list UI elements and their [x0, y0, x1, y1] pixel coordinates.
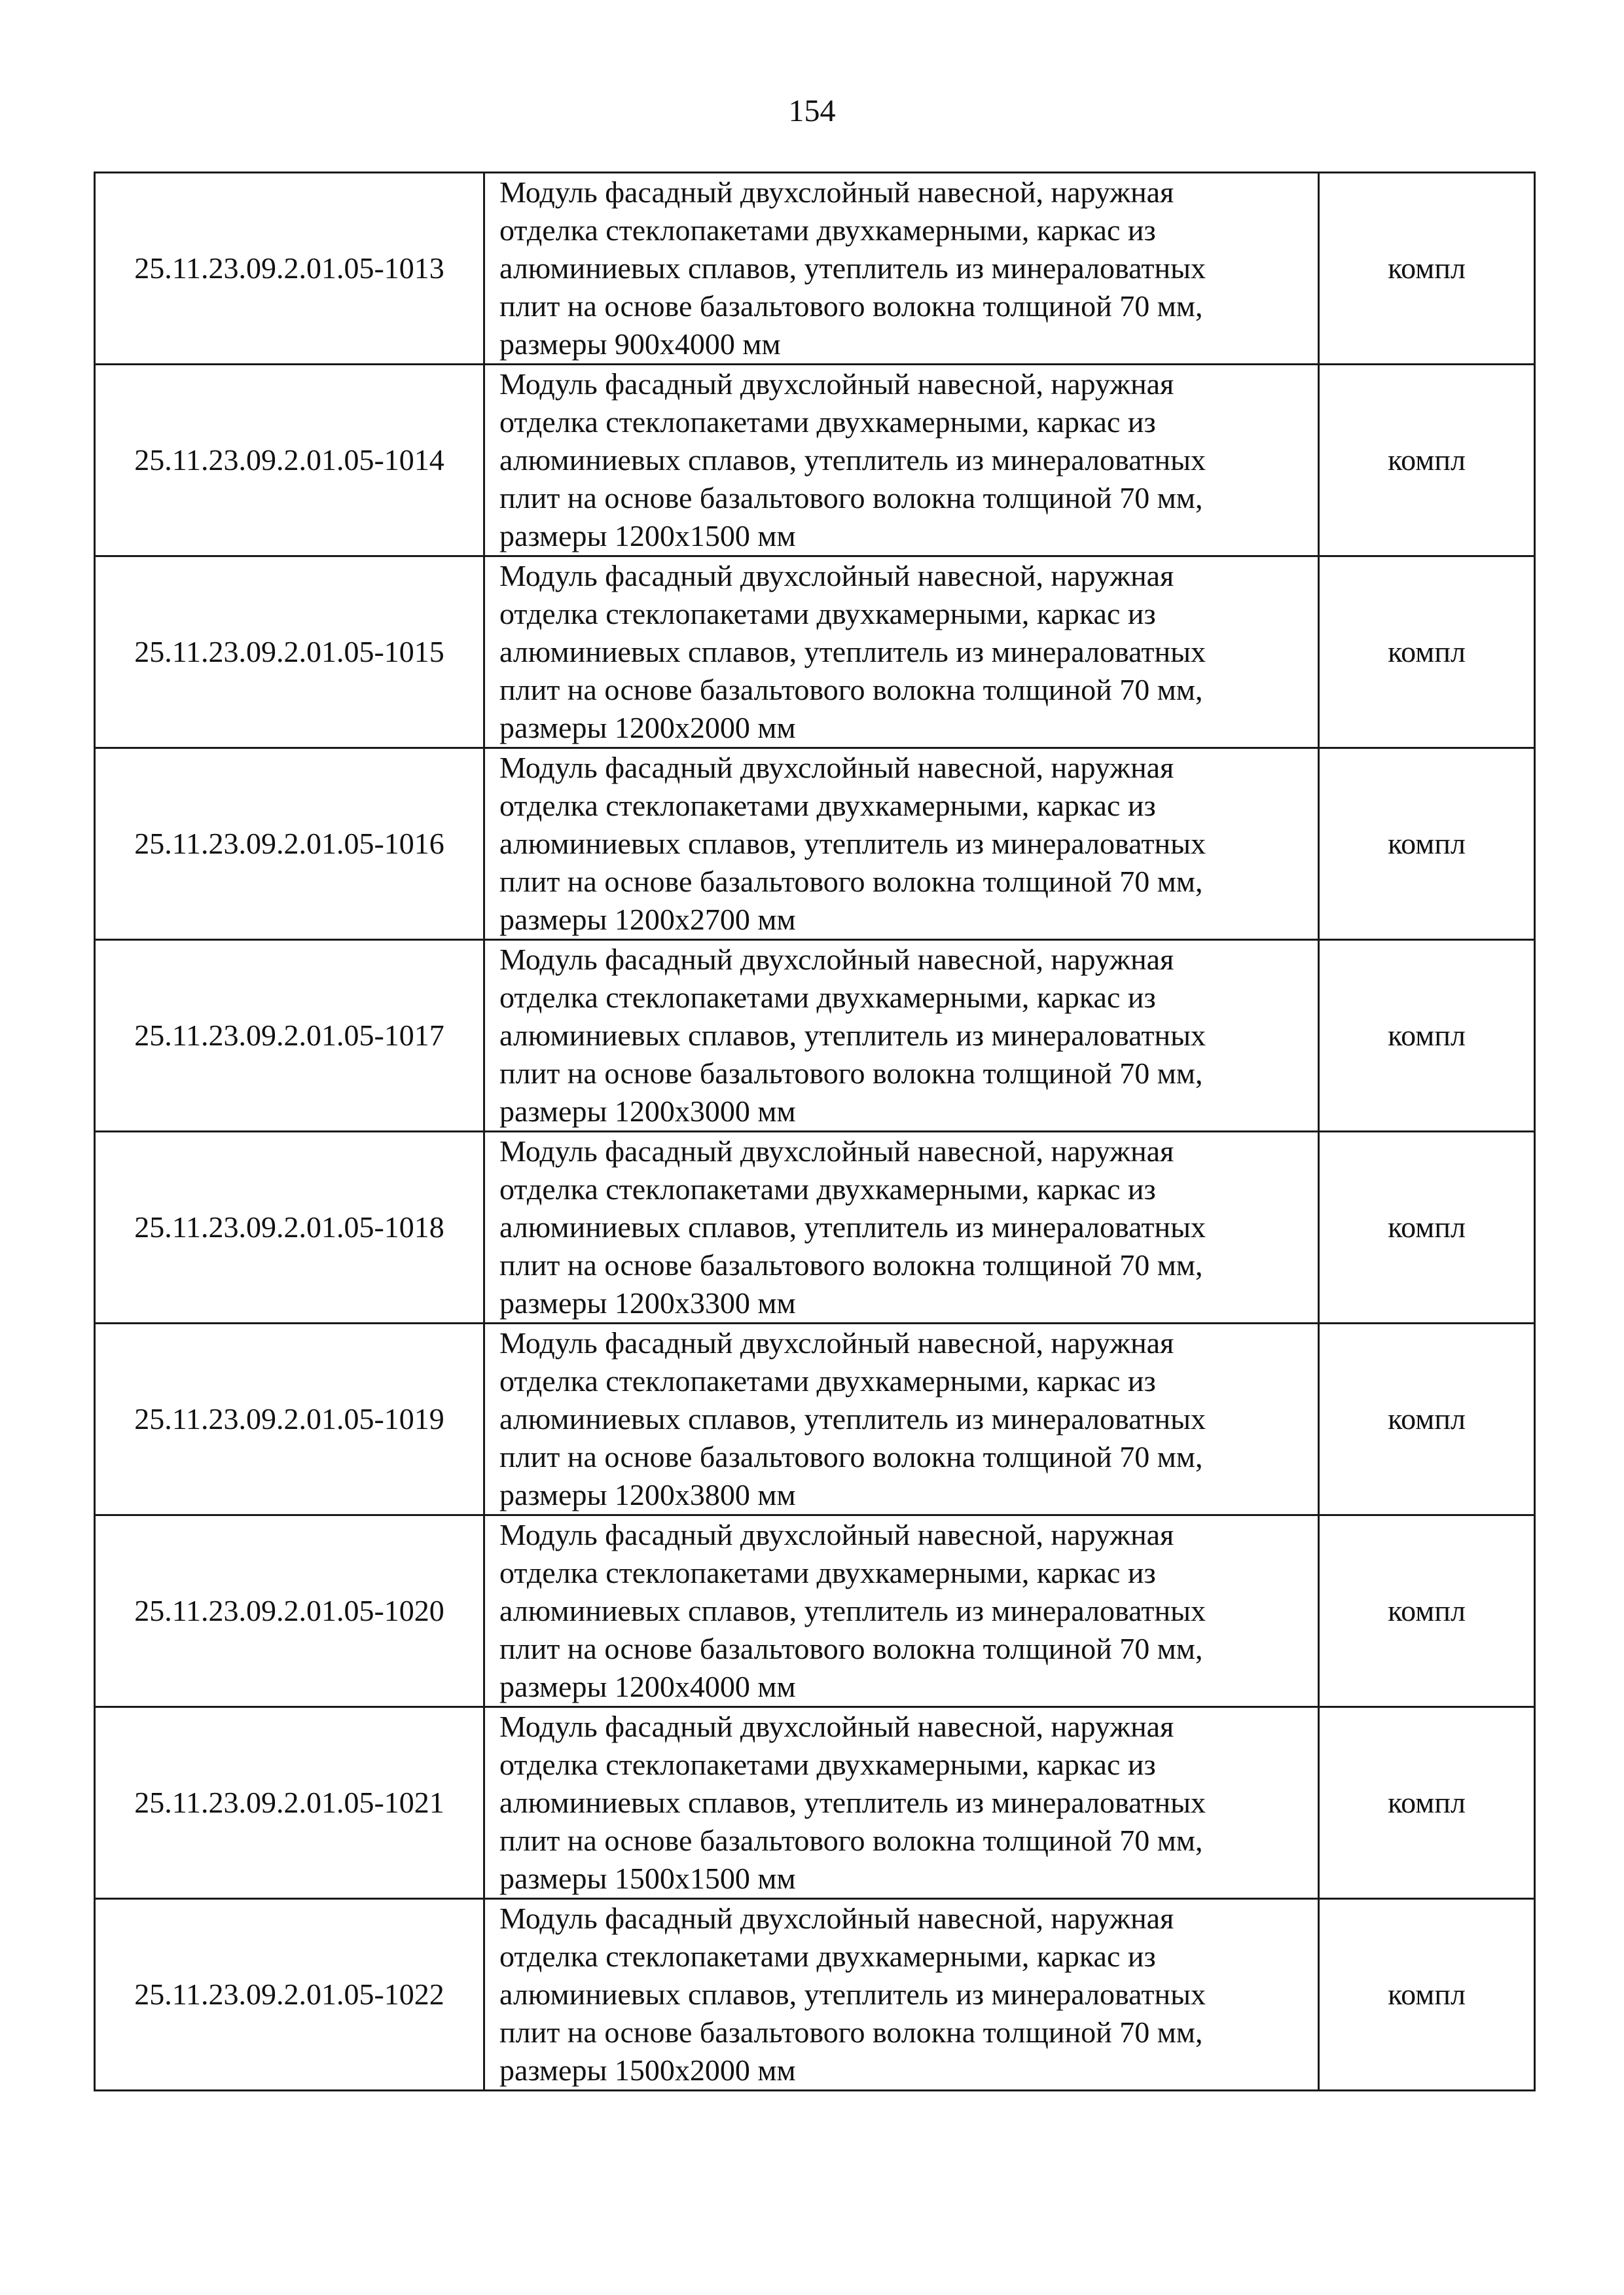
description-line: алюминиевых сплавов, утеплитель из минераловатных — [499, 827, 1206, 860]
description-line: алюминиевых сплавов, утеплитель из минераловатных — [499, 443, 1206, 477]
table-row — [95, 1899, 1535, 2091]
resource-description — [484, 1324, 1319, 1515]
resource-description — [484, 365, 1319, 556]
description-line: плит на основе базальтового волокна толщиной 70 мм, — [499, 1440, 1203, 1473]
unit-of-measure: компл — [1319, 173, 1535, 365]
table-row — [95, 940, 1535, 1132]
unit-of-measure: компл — [1319, 1132, 1535, 1324]
table-row — [95, 1324, 1535, 1515]
resource-code: 25.11.23.09.2.01.05-1022 — [95, 1899, 484, 2091]
spec-table — [94, 172, 1536, 2091]
description-line: плит на основе базальтового волокна толщиной 70 мм, — [499, 1824, 1203, 1857]
description-line: Модуль фасадный двухслойный навесной, наружная — [499, 751, 1174, 784]
description-line: отделка стеклопакетами двухкамерными, каркас из — [499, 1556, 1156, 1589]
resource-description — [484, 748, 1319, 940]
description-line: алюминиевых сплавов, утеплитель из минераловатных — [499, 251, 1206, 285]
description-line: размеры 1200х2000 мм — [499, 711, 796, 744]
description-line: отделка стеклопакетами двухкамерными, каркас из — [499, 1748, 1156, 1781]
resource-code: 25.11.23.09.2.01.05-1016 — [95, 748, 484, 940]
table-row — [95, 365, 1535, 556]
description-line: плит на основе базальтового волокна толщиной 70 мм, — [499, 1057, 1203, 1090]
table-row — [95, 1707, 1535, 1899]
description-line: отделка стеклопакетами двухкамерными, каркас из — [499, 405, 1156, 439]
description-line: Модуль фасадный двухслойный навесной, наружная — [499, 559, 1174, 592]
unit-of-measure: компл — [1319, 556, 1535, 748]
unit-of-measure: компл — [1319, 1899, 1535, 2091]
description-line: размеры 1200х3800 мм — [499, 1478, 796, 1511]
description-line: размеры 900х4000 мм — [499, 327, 781, 361]
table-row — [95, 1515, 1535, 1707]
table-row — [95, 748, 1535, 940]
resource-code: 25.11.23.09.2.01.05-1013 — [95, 173, 484, 365]
description-line: алюминиевых сплавов, утеплитель из минераловатных — [499, 1210, 1206, 1244]
description-line: плит на основе базальтового волокна толщиной 70 мм, — [499, 289, 1203, 323]
description-line: алюминиевых сплавов, утеплитель из минераловатных — [499, 1978, 1206, 2011]
description-line: плит на основе базальтового волокна толщиной 70 мм, — [499, 865, 1203, 898]
table-row — [95, 556, 1535, 748]
description-line: отделка стеклопакетами двухкамерными, каркас из — [499, 213, 1156, 247]
description-line: отделка стеклопакетами двухкамерными, каркас из — [499, 1940, 1156, 1973]
description-line: Модуль фасадный двухслойный навесной, наружная — [499, 175, 1174, 209]
description-line: Модуль фасадный двухслойный навесной, наружная — [499, 1134, 1174, 1168]
description-line: отделка стеклопакетами двухкамерными, каркас из — [499, 981, 1156, 1014]
unit-of-measure: компл — [1319, 1324, 1535, 1515]
resource-code: 25.11.23.09.2.01.05-1014 — [95, 365, 484, 556]
description-line: Модуль фасадный двухслойный навесной, наружная — [499, 367, 1174, 401]
resource-description — [484, 940, 1319, 1132]
description-line: плит на основе базальтового волокна толщиной 70 мм, — [499, 481, 1203, 515]
description-line: отделка стеклопакетами двухкамерными, каркас из — [499, 597, 1156, 630]
description-line: размеры 1500х1500 мм — [499, 1862, 796, 1895]
resource-description — [484, 173, 1319, 365]
description-line: размеры 1200х1500 мм — [499, 519, 796, 552]
description-line: отделка стеклопакетами двухкамерными, каркас из — [499, 1172, 1156, 1206]
description-line: алюминиевых сплавов, утеплитель из минераловатных — [499, 1594, 1206, 1627]
description-line: алюминиевых сплавов, утеплитель из минераловатных — [499, 635, 1206, 668]
resource-code: 25.11.23.09.2.01.05-1018 — [95, 1132, 484, 1324]
table-row — [95, 173, 1535, 365]
resource-description — [484, 1899, 1319, 2091]
description-line: алюминиевых сплавов, утеплитель из минераловатных — [499, 1019, 1206, 1052]
unit-of-measure: компл — [1319, 748, 1535, 940]
description-line: Модуль фасадный двухслойный навесной, наружная — [499, 1902, 1174, 1935]
resource-code: 25.11.23.09.2.01.05-1015 — [95, 556, 484, 748]
table-row — [95, 1132, 1535, 1324]
description-line: плит на основе базальтового волокна толщиной 70 мм, — [499, 673, 1203, 706]
description-line: Модуль фасадный двухслойный навесной, наружная — [499, 1326, 1174, 1360]
table-body — [95, 173, 1535, 2091]
description-line: отделка стеклопакетами двухкамерными, каркас из — [499, 789, 1156, 822]
description-line: размеры 1200х2700 мм — [499, 903, 796, 936]
description-line: плит на основе базальтового волокна толщиной 70 мм, — [499, 1248, 1203, 1282]
description-line: плит на основе базальтового волокна толщиной 70 мм, — [499, 1632, 1203, 1665]
description-line: алюминиевых сплавов, утеплитель из минераловатных — [499, 1402, 1206, 1436]
unit-of-measure: компл — [1319, 1515, 1535, 1707]
resource-description — [484, 1515, 1319, 1707]
page-number: 154 — [788, 94, 836, 128]
unit-of-measure: компл — [1319, 365, 1535, 556]
unit-of-measure: компл — [1319, 1707, 1535, 1899]
resource-description — [484, 1707, 1319, 1899]
description-line: плит на основе базальтового волокна толщиной 70 мм, — [499, 2015, 1203, 2049]
resource-code: 25.11.23.09.2.01.05-1019 — [95, 1324, 484, 1515]
description-line: размеры 1200х3000 мм — [499, 1094, 796, 1128]
description-line: размеры 1500х2000 мм — [499, 2053, 796, 2087]
resource-code: 25.11.23.09.2.01.05-1020 — [95, 1515, 484, 1707]
description-line: алюминиевых сплавов, утеплитель из минераловатных — [499, 1786, 1206, 1819]
unit-of-measure: компл — [1319, 940, 1535, 1132]
resource-code: 25.11.23.09.2.01.05-1021 — [95, 1707, 484, 1899]
resource-description — [484, 556, 1319, 748]
description-line: Модуль фасадный двухслойный навесной, наружная — [499, 1710, 1174, 1743]
description-line: Модуль фасадный двухслойный навесной, наружная — [499, 1518, 1174, 1551]
description-line: Модуль фасадный двухслойный навесной, наружная — [499, 943, 1174, 976]
description-line: размеры 1200х4000 мм — [499, 1670, 796, 1703]
resource-description — [484, 1132, 1319, 1324]
resource-code: 25.11.23.09.2.01.05-1017 — [95, 940, 484, 1132]
description-line: размеры 1200х3300 мм — [499, 1286, 796, 1320]
description-line: отделка стеклопакетами двухкамерными, каркас из — [499, 1364, 1156, 1398]
